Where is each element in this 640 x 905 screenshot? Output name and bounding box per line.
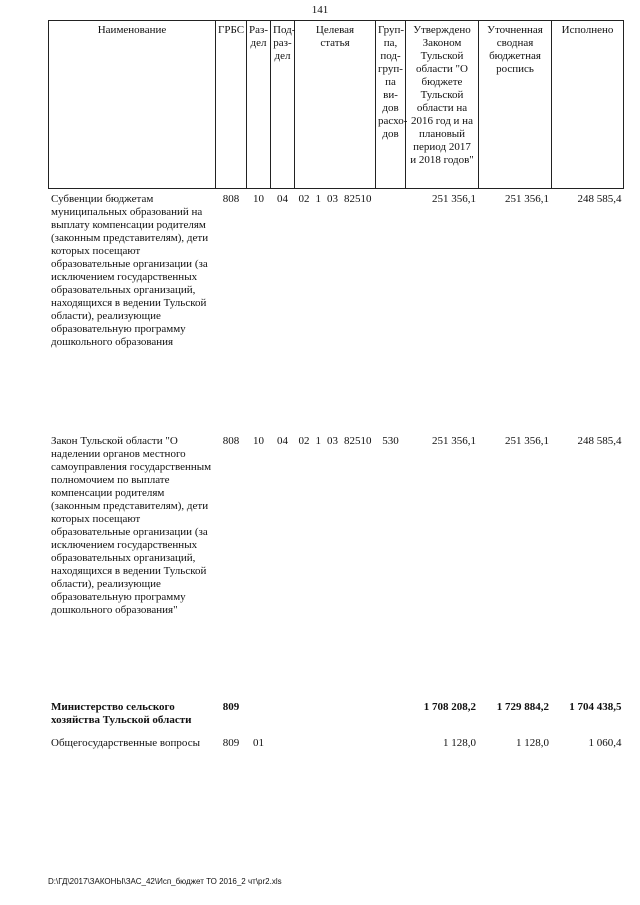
row-refined: 251 356,1	[505, 193, 549, 205]
header-name: Наименование	[49, 21, 216, 189]
target-event: 03	[327, 435, 338, 447]
header-target: Целевая статья	[295, 21, 376, 189]
header-group: Груп- па, под- груп- па ви- дов расхо- дов	[376, 21, 406, 189]
table-row	[49, 189, 624, 432]
row-target	[295, 189, 376, 432]
target-direction: 82510	[344, 193, 372, 205]
target-subprogram: 1	[315, 435, 321, 447]
row-grbs: 809	[222, 701, 240, 713]
table-row	[49, 733, 624, 759]
row-executed: 1 060,4	[588, 737, 622, 749]
header-executed: Исполнено	[552, 21, 624, 189]
row-executed: 248 585,4	[577, 193, 622, 205]
row-refined: 1 128,0	[516, 737, 549, 749]
row-podrazdel: 04	[277, 435, 288, 447]
row-grbs: 809	[222, 737, 240, 749]
row-executed: 248 585,4	[577, 435, 622, 447]
row-target	[295, 733, 376, 759]
row-refined: 1 729 884,2	[496, 701, 549, 713]
page-number: 141	[311, 4, 329, 16]
row-approved: 251 356,1	[432, 435, 476, 447]
table-row	[49, 697, 624, 733]
header-approved: Утверждено Законом Тульской области "О бюджете Тульской области на 2016 год и на плановый период 2017 и 2018 годов"	[406, 21, 479, 189]
row-group	[376, 697, 406, 733]
target-direction: 82510	[344, 435, 372, 447]
row-name: Субвенции бюджетам муниципальных образований на выплату компенсации родителям (законным представителям), дети которых посещают образовательные организации (за исключением государственных образовательных организаций, находящихся в ведении Тульской области), реализующие образовательную программу дошкольного образования	[51, 193, 209, 348]
row-target	[295, 697, 376, 733]
row-name: Министерство сельского хозяйства Тульской области	[51, 701, 192, 726]
row-approved: 1 128,0	[443, 737, 476, 749]
file-path-footer: D:\ГД\2017\ЗАКОНЫ\ЗАС_42\Исп_бюджет ТО 2016_2 чт\pr2.xls	[48, 877, 282, 886]
row-razdel: 10	[253, 435, 264, 447]
row-group: 530	[382, 435, 399, 447]
row-podrazdel	[271, 697, 295, 733]
target-program: 02	[298, 435, 310, 447]
row-grbs: 808	[222, 435, 240, 447]
header-grbs: ГРБС	[216, 21, 247, 189]
row-approved: 1 708 208,2	[423, 701, 476, 713]
row-podrazdel	[271, 733, 295, 759]
row-razdel	[247, 697, 271, 733]
header-razdel: Раз- дел	[247, 21, 271, 189]
row-executed: 1 704 438,5	[569, 701, 622, 713]
row-refined: 251 356,1	[505, 435, 549, 447]
header-refined: Уточненная сводная бюджетная роспись	[479, 21, 552, 189]
row-podrazdel: 04	[277, 193, 288, 205]
row-group	[376, 189, 406, 432]
row-razdel: 10	[253, 193, 264, 205]
target-event: 03	[327, 193, 338, 205]
row-approved: 251 356,1	[432, 193, 476, 205]
row-group	[376, 733, 406, 759]
row-target	[295, 431, 376, 697]
row-razdel: 01	[253, 737, 264, 749]
budget-table	[48, 20, 624, 759]
row-name: Общегосударственные вопросы	[51, 737, 200, 749]
table-row	[49, 431, 624, 697]
table-header-row	[49, 21, 624, 189]
header-podrazdel: Под- раз- дел	[271, 21, 295, 189]
target-subprogram: 1	[315, 193, 321, 205]
row-grbs: 808	[222, 193, 240, 205]
row-name: Закон Тульской области "О наделении органов местного самоуправления государственным полномочием по выплате компенсации родителям (законным представителям), дети которых посещают образовательные организации (за исключением государственных образовательных организаций, находящихся в ведении Тульской области), реализующие образовательную программу дошкольного образования"	[51, 435, 212, 616]
target-program: 02	[298, 193, 310, 205]
